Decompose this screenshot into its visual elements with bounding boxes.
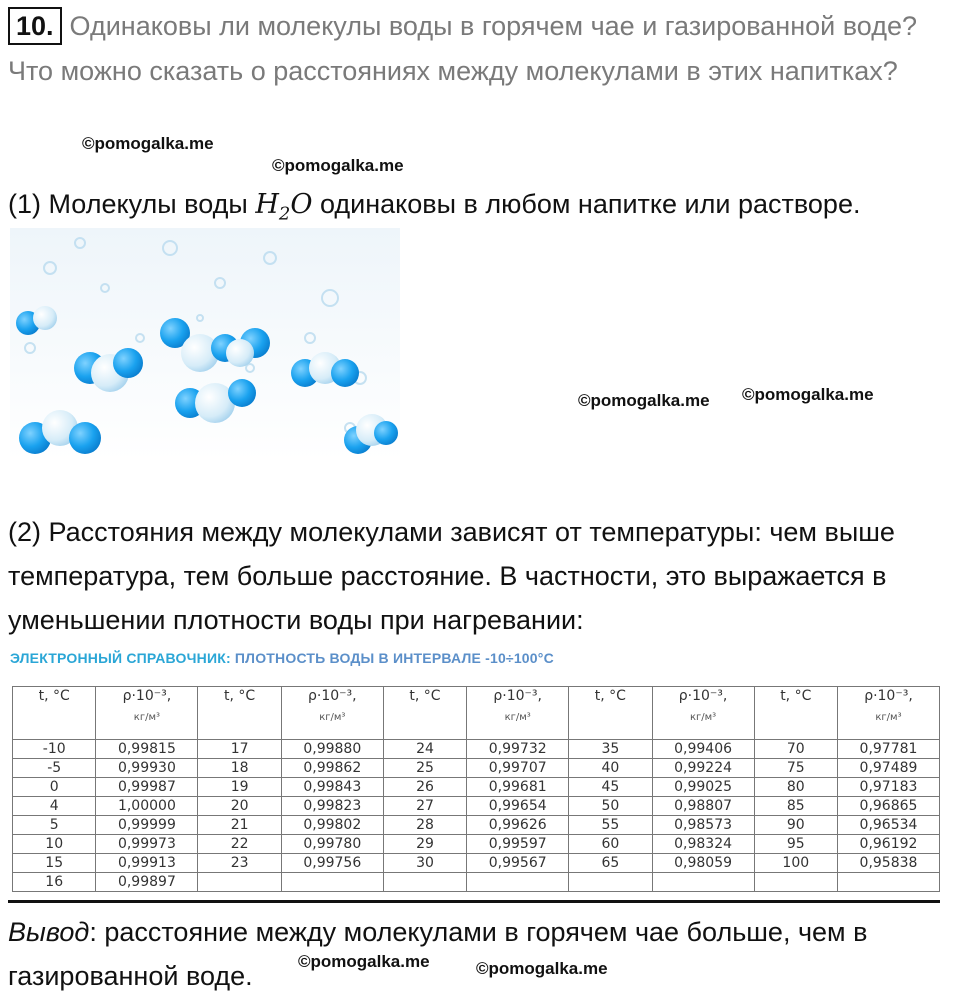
watermark: ©pomogalka.me [82, 134, 214, 153]
density-cell: 0,99780 [281, 835, 383, 854]
density-cell: 0,96865 [837, 797, 939, 816]
col-rho: ρ·10⁻³, кг/м³ [652, 687, 754, 740]
density-cell: 0,99567 [467, 854, 569, 873]
density-cell: 0,99707 [467, 759, 569, 778]
temperature-cell: 80 [754, 778, 837, 797]
col-t: t, °С [13, 687, 96, 740]
table-row [13, 854, 940, 873]
molecules-image [10, 228, 400, 460]
table-row [13, 740, 940, 759]
density-cell: 0,97489 [837, 759, 939, 778]
question-number: 10. [8, 7, 62, 45]
table-row [13, 816, 940, 835]
temperature-cell: 40 [569, 759, 652, 778]
question [8, 4, 953, 94]
answer-1-suffix: одинаковы в любом напитке или растворе. [312, 189, 861, 219]
table-row [13, 873, 940, 892]
density-cell: 0,95838 [837, 854, 939, 873]
density-cell: 0,99406 [652, 740, 754, 759]
density-cell: 0,98059 [652, 854, 754, 873]
reference-title-rest: ПЛОТНОСТЬ ВОДЫ В ИНТЕРВАЛЕ -10÷100°С [234, 650, 554, 666]
density-cell [837, 873, 939, 892]
density-cell [652, 873, 754, 892]
temperature-cell: 4 [13, 797, 96, 816]
answer-2: (2) Расстояния между молекулами зависят от температуры: чем выше температура, тем больше расстояние. В частности, это выражается в уменьшении плотности воды при нагревании: [8, 517, 895, 635]
density-cell: 0,96192 [837, 835, 939, 854]
temperature-cell: 27 [383, 797, 466, 816]
density-table [12, 686, 940, 892]
density-cell: 0,99224 [652, 759, 754, 778]
density-cell: 0,99815 [96, 740, 198, 759]
temperature-cell: 10 [13, 835, 96, 854]
conclusion-text: : расстояние между молекулами в горячем чае больше, чем в газированной воде. [8, 917, 868, 991]
temperature-cell [569, 873, 652, 892]
reference-title [10, 650, 554, 666]
temperature-cell: 21 [198, 816, 281, 835]
temperature-cell: 70 [754, 740, 837, 759]
temperature-cell: 15 [13, 854, 96, 873]
density-cell: 0,99897 [96, 873, 198, 892]
conclusion [8, 910, 953, 998]
table-row [13, 835, 940, 854]
temperature-cell: 45 [569, 778, 652, 797]
density-cell: 0,99802 [281, 816, 383, 835]
col-rho: ρ·10⁻³, кг/м³ [467, 687, 569, 740]
temperature-cell [383, 873, 466, 892]
temperature-cell: 0 [13, 778, 96, 797]
watermark: ©pomogalka.me [272, 156, 404, 175]
col-t: t, °С [383, 687, 466, 740]
col-rho: ρ·10⁻³, кг/м³ [96, 687, 198, 740]
density-cell: 0,99880 [281, 740, 383, 759]
temperature-cell: 30 [383, 854, 466, 873]
col-rho: ρ·10⁻³, кг/м³ [837, 687, 939, 740]
density-cell: 0,99626 [467, 816, 569, 835]
temperature-cell: -5 [13, 759, 96, 778]
density-cell: 0,97183 [837, 778, 939, 797]
temperature-cell: 35 [569, 740, 652, 759]
reference-title-lead: ЭЛЕКТРОННЫЙ СПРАВОЧНИК: [10, 650, 231, 666]
temperature-cell: 28 [383, 816, 466, 835]
molecules-illustration [10, 228, 400, 460]
temperature-cell: 55 [569, 816, 652, 835]
density-table-header [13, 687, 940, 740]
density-cell [281, 873, 383, 892]
answer-1-prefix: (1) Молекулы воды [8, 189, 256, 219]
density-cell: 0,99681 [467, 778, 569, 797]
density-cell: 0,99597 [467, 835, 569, 854]
temperature-cell: 16 [13, 873, 96, 892]
density-cell [467, 873, 569, 892]
col-rho: ρ·10⁻³, кг/м³ [281, 687, 383, 740]
watermark: ©pomogalka.me [298, 952, 430, 971]
temperature-cell: 19 [198, 778, 281, 797]
formula-sub: 2 [278, 203, 291, 225]
temperature-cell: 20 [198, 797, 281, 816]
temperature-cell: 95 [754, 835, 837, 854]
temperature-cell [198, 873, 281, 892]
table-row [13, 778, 940, 797]
temperature-cell: 85 [754, 797, 837, 816]
temperature-cell: 26 [383, 778, 466, 797]
density-cell: 0,99823 [281, 797, 383, 816]
col-t: t, °С [754, 687, 837, 740]
temperature-cell: 50 [569, 797, 652, 816]
temperature-cell: 29 [383, 835, 466, 854]
temperature-cell: -10 [13, 740, 96, 759]
temperature-cell: 5 [13, 816, 96, 835]
density-cell: 1,00000 [96, 797, 198, 816]
density-cell: 0,99862 [281, 759, 383, 778]
divider [8, 900, 940, 903]
temperature-cell: 17 [198, 740, 281, 759]
temperature-cell: 22 [198, 835, 281, 854]
question-text: Одинаковы ли молекулы воды в горячем чае и газированной воде? Что можно сказать о расстояниях между молекулами в этих напитках? [8, 11, 917, 86]
density-cell: 0,99987 [96, 778, 198, 797]
temperature-cell: 100 [754, 854, 837, 873]
density-cell: 0,99913 [96, 854, 198, 873]
conclusion-label: Вывод [8, 917, 90, 947]
density-cell: 0,97781 [837, 740, 939, 759]
formula-o: O [290, 189, 313, 220]
density-cell: 0,99756 [281, 854, 383, 873]
density-cell: 0,99973 [96, 835, 198, 854]
watermark: ©pomogalka.me [578, 391, 710, 410]
density-cell: 0,98324 [652, 835, 754, 854]
temperature-cell: 25 [383, 759, 466, 778]
temperature-cell: 23 [198, 854, 281, 873]
table-row [13, 797, 940, 816]
density-cell: 0,99732 [467, 740, 569, 759]
temperature-cell: 65 [569, 854, 652, 873]
temperature-cell: 24 [383, 740, 466, 759]
table-row [13, 759, 940, 778]
temperature-cell: 90 [754, 816, 837, 835]
density-cell: 0,99999 [96, 816, 198, 835]
formula-h: H [255, 189, 279, 220]
watermark: ©pomogalka.me [742, 385, 874, 404]
density-cell: 0,99654 [467, 797, 569, 816]
density-cell: 0,99843 [281, 778, 383, 797]
temperature-cell: 18 [198, 759, 281, 778]
density-cell: 0,99025 [652, 778, 754, 797]
col-t: t, °С [198, 687, 281, 740]
temperature-cell: 60 [569, 835, 652, 854]
density-cell: 0,98807 [652, 797, 754, 816]
density-cell: 0,99930 [96, 759, 198, 778]
temperature-cell [754, 873, 837, 892]
density-cell: 0,96534 [837, 816, 939, 835]
density-cell: 0,98573 [652, 816, 754, 835]
col-t: t, °С [569, 687, 652, 740]
watermark: ©pomogalka.me [476, 959, 608, 978]
temperature-cell: 75 [754, 759, 837, 778]
